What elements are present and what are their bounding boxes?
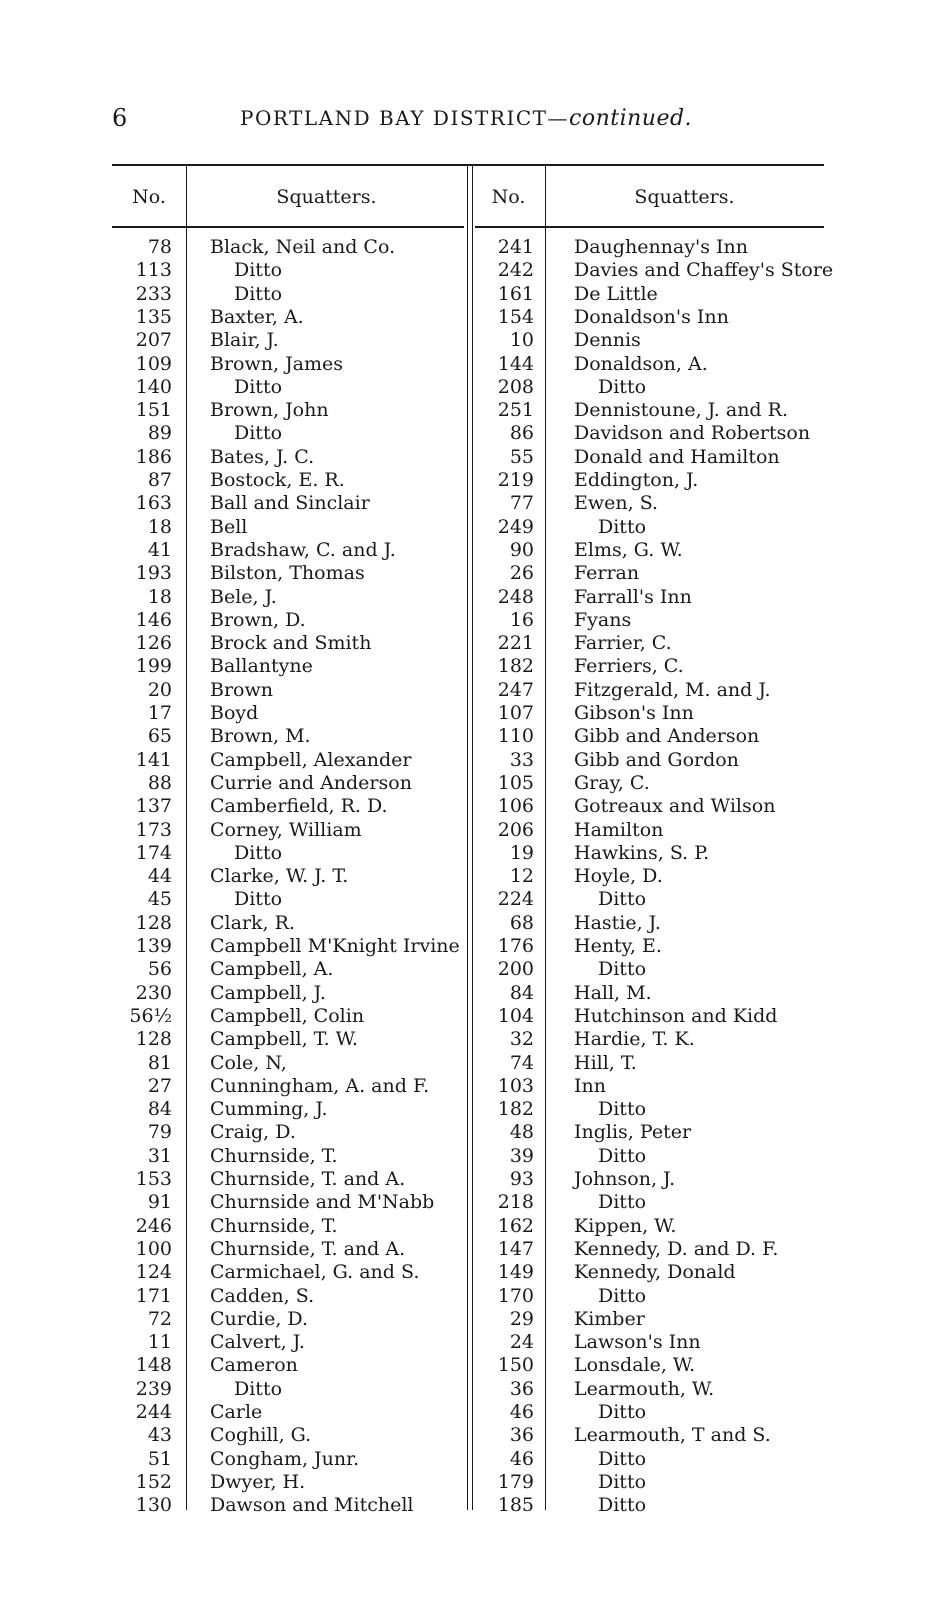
col-header-squatters-right: Squatters. xyxy=(634,186,735,208)
entry-number-right: 104 xyxy=(497,1004,534,1027)
squatter-name-left: Bilston, Thomas xyxy=(210,562,365,585)
entry-number-right: 208 xyxy=(497,375,534,398)
table-row xyxy=(112,306,824,329)
col-header-no-right: No. xyxy=(491,186,526,208)
squatter-name-right: Inn xyxy=(574,1074,606,1097)
table-row xyxy=(112,749,824,772)
squatter-name-left: Campbell, Colin xyxy=(210,1004,365,1027)
squatter-name-right: Farrier, C. xyxy=(574,632,672,655)
squatter-name-right: Lonsdale, W. xyxy=(574,1354,696,1377)
table-row xyxy=(112,609,824,632)
squatter-name-left: Bele, J. xyxy=(210,585,277,608)
entry-number-right: 218 xyxy=(497,1191,534,1214)
table-row xyxy=(112,1238,824,1261)
entry-number-left: 141 xyxy=(135,748,172,771)
entry-number-left: 109 xyxy=(135,352,172,375)
entry-number-right: 182 xyxy=(497,655,534,678)
table-row xyxy=(112,399,824,422)
entry-number-left: 17 xyxy=(147,702,172,724)
running-title xyxy=(240,106,692,131)
squatter-name-left: Churnside, T. xyxy=(210,1144,338,1167)
header-rule-left xyxy=(112,226,464,228)
squatters-table xyxy=(112,166,834,1517)
squatter-name-left: Churnside, T. xyxy=(210,1214,338,1237)
squatter-name-right: Ewen, S. xyxy=(574,492,659,515)
entry-number-left: 135 xyxy=(135,305,172,328)
entry-number-right: 55 xyxy=(509,445,534,468)
squatter-name-right: Donaldson, A. xyxy=(574,352,708,375)
entry-number-left: 152 xyxy=(135,1470,172,1493)
col-header-no-left: No. xyxy=(132,186,166,208)
entry-number-left: 140 xyxy=(135,375,172,398)
entry-number-right: 84 xyxy=(509,981,534,1004)
squatter-name-left: Clark, R. xyxy=(210,911,295,934)
squatter-name-left: Corney, William xyxy=(210,818,362,841)
entry-number-right: 185 xyxy=(497,1494,534,1517)
table-row xyxy=(112,795,824,818)
squatter-name-right: Gibb and Anderson xyxy=(574,725,760,748)
header-rule-right xyxy=(475,226,824,228)
squatter-name-right: Ditto xyxy=(598,1494,647,1517)
table-row xyxy=(112,679,824,702)
squatter-name-left: Ditto xyxy=(234,888,283,911)
entry-number-right: 19 xyxy=(509,841,534,864)
entry-number-left: 186 xyxy=(135,445,172,468)
entry-number-left: 100 xyxy=(135,1237,172,1260)
squatter-name-right: Hardie, T. K. xyxy=(574,1028,695,1051)
table-row xyxy=(112,353,824,376)
squatter-name-right: Hawkins, S. P. xyxy=(574,841,710,864)
entry-number-left: 72 xyxy=(147,1307,172,1330)
entry-number-left: 18 xyxy=(147,515,172,538)
entry-number-left: 87 xyxy=(147,469,172,491)
squatter-name-right: Inglis, Peter xyxy=(574,1121,692,1144)
entry-number-right: 249 xyxy=(497,515,534,538)
squatter-name-left: Dwyer, H. xyxy=(210,1470,306,1493)
entry-number-left: 128 xyxy=(135,1028,172,1051)
entry-number-left: 146 xyxy=(135,608,172,631)
table-row xyxy=(112,1308,824,1331)
squatter-name-left: Churnside, T. and A. xyxy=(210,1168,406,1190)
table-row xyxy=(112,772,824,795)
squatter-name-right: Ditto xyxy=(598,515,647,538)
squatter-name-right: Ditto xyxy=(598,1098,647,1121)
squatter-name-right: Ditto xyxy=(598,1401,647,1423)
entry-number-left: 128 xyxy=(135,911,172,934)
entry-number-left: 139 xyxy=(135,935,172,957)
table-row xyxy=(112,1168,824,1191)
table-row xyxy=(112,958,824,981)
entry-number-left: 173 xyxy=(135,818,172,841)
entry-number-right: 206 xyxy=(497,818,534,841)
entry-number-right: 224 xyxy=(497,888,534,911)
squatter-name-left: Ditto xyxy=(234,422,283,445)
table-row xyxy=(112,1052,824,1075)
entry-number-left: 174 xyxy=(135,841,172,864)
squatter-name-left: Bostock, E. R. xyxy=(210,469,345,491)
squatter-name-right: De Little xyxy=(574,282,658,305)
entry-number-left: 207 xyxy=(135,329,172,352)
squatter-name-left: Ditto xyxy=(234,841,283,864)
entry-number-left: 43 xyxy=(147,1424,172,1447)
table-row xyxy=(112,888,824,911)
table-row xyxy=(112,1424,824,1447)
entry-number-right: 221 xyxy=(497,632,534,655)
squatter-name-left: Calvert, J. xyxy=(210,1331,305,1354)
table-row xyxy=(112,725,824,748)
table-row xyxy=(112,1401,824,1424)
table-row xyxy=(112,842,824,865)
table-row xyxy=(112,1005,824,1028)
entry-number-right: 12 xyxy=(509,865,534,888)
entry-number-right: 29 xyxy=(509,1307,534,1330)
table-row xyxy=(112,1331,824,1354)
table-row xyxy=(112,236,824,259)
entry-number-right: 33 xyxy=(509,748,534,771)
squatter-name-left: Brown, John xyxy=(210,399,329,422)
squatter-name-left: Cadden, S. xyxy=(210,1284,315,1307)
table-row xyxy=(112,1448,824,1471)
table-row xyxy=(112,865,824,888)
entry-number-left: 153 xyxy=(135,1168,172,1190)
entry-number-right: 149 xyxy=(497,1261,534,1284)
page-header xyxy=(112,104,824,138)
table-row xyxy=(112,982,824,1005)
entry-number-right: 16 xyxy=(509,608,534,631)
squatter-name-right: Davidson and Robertson xyxy=(574,422,811,445)
entry-number-left: 56½ xyxy=(129,1004,172,1027)
entry-number-left: 171 xyxy=(135,1284,172,1307)
entry-number-left: 244 xyxy=(135,1401,172,1423)
entry-number-right: 251 xyxy=(497,399,534,422)
squatter-name-right: Kennedy, D. and D. F. xyxy=(574,1237,779,1260)
entry-number-right: 248 xyxy=(497,585,534,608)
squatter-name-right: Gray, C. xyxy=(574,771,650,794)
table-row xyxy=(112,1494,824,1517)
squatter-name-left: Churnside, T. and A. xyxy=(210,1237,406,1260)
squatter-name-left: Ball and Sinclair xyxy=(210,492,370,515)
entry-number-left: 18 xyxy=(147,585,172,608)
table-row xyxy=(112,1471,824,1494)
squatter-name-left: Clarke, W. J. T. xyxy=(210,865,349,888)
running-title-suffix: continued. xyxy=(569,106,693,131)
table-row xyxy=(112,655,824,678)
entry-number-left: 89 xyxy=(147,422,172,445)
squatter-name-left: Coghill, G. xyxy=(210,1424,312,1447)
entry-number-left: 45 xyxy=(147,888,172,911)
squatter-name-right: Johnson, J. xyxy=(574,1168,676,1190)
squatter-name-left: Campbell, T. W. xyxy=(210,1028,358,1051)
squatter-name-right: Kimber xyxy=(574,1307,645,1330)
squatter-name-right: Gibson's Inn xyxy=(574,702,694,724)
entry-number-left: 11 xyxy=(147,1331,172,1354)
entry-number-right: 39 xyxy=(509,1144,534,1167)
squatter-name-left: Brock and Smith xyxy=(210,632,372,655)
squatter-name-left: Baxter, A. xyxy=(210,305,304,328)
entry-number-right: 147 xyxy=(497,1237,534,1260)
entry-number-left: 20 xyxy=(147,678,172,701)
squatter-name-left: Blair, J. xyxy=(210,329,279,352)
squatter-name-right: Kippen, W. xyxy=(574,1214,677,1237)
entry-number-right: 77 xyxy=(509,492,534,515)
squatter-name-right: Hastie, J. xyxy=(574,911,661,934)
table-row xyxy=(112,1354,824,1377)
squatter-name-left: Black, Neil and Co. xyxy=(210,236,396,258)
table-row xyxy=(112,376,824,399)
table-row xyxy=(112,422,824,445)
squatter-name-left: Cameron xyxy=(210,1354,298,1377)
table-row xyxy=(112,329,824,352)
entry-number-left: 126 xyxy=(135,632,172,655)
table-row xyxy=(112,935,824,958)
entry-number-right: 107 xyxy=(497,702,534,724)
entry-number-left: 163 xyxy=(135,492,172,515)
squatter-name-left: Carle xyxy=(210,1401,263,1423)
entry-number-left: 91 xyxy=(147,1191,172,1214)
squatter-name-left: Ditto xyxy=(234,1377,283,1400)
entry-number-right: 103 xyxy=(497,1074,534,1097)
entry-number-left: 88 xyxy=(147,771,172,794)
entry-number-left: 230 xyxy=(135,981,172,1004)
entry-number-left: 27 xyxy=(147,1074,172,1097)
squatter-name-left: Cumming, J. xyxy=(210,1098,328,1121)
entry-number-right: 24 xyxy=(509,1331,534,1354)
entry-number-right: 68 xyxy=(509,911,534,934)
entry-number-right: 74 xyxy=(509,1051,534,1074)
squatter-name-left: Bell xyxy=(210,515,248,538)
table-row xyxy=(112,702,824,725)
squatter-name-right: Ditto xyxy=(598,958,647,981)
squatter-name-left: Bates, J. C. xyxy=(210,445,315,468)
entry-number-right: 219 xyxy=(497,469,534,491)
squatter-name-right: Davies and Chaffey's Store xyxy=(574,259,834,282)
squatter-name-left: Brown, D. xyxy=(210,608,306,631)
table-row xyxy=(112,1191,824,1214)
squatter-name-right: Gibb and Gordon xyxy=(574,748,739,771)
squatter-name-right: Hutchinson and Kidd xyxy=(574,1004,778,1027)
squatter-name-left: Ditto xyxy=(234,375,283,398)
entry-number-right: 46 xyxy=(509,1401,534,1423)
squatter-name-left: Dawson and Mitchell xyxy=(210,1494,414,1517)
running-title-main: PORTLAND BAY DISTRICT— xyxy=(240,106,569,130)
squatter-name-left: Currie and Anderson xyxy=(210,771,412,794)
squatter-name-right: Kennedy, Donald xyxy=(574,1261,736,1284)
table-row xyxy=(112,1098,824,1121)
squatter-name-left: Boyd xyxy=(210,702,259,724)
table-row xyxy=(112,1145,824,1168)
table-row xyxy=(112,1075,824,1098)
col-header-squatters-left: Squatters. xyxy=(276,186,377,208)
squatter-name-right: Learmouth, T and S. xyxy=(574,1424,771,1447)
entry-number-left: 84 xyxy=(147,1098,172,1121)
squatter-name-right: Donald and Hamilton xyxy=(574,445,780,468)
squatter-name-right: Ditto xyxy=(598,1191,647,1214)
squatter-name-right: Ditto xyxy=(598,1447,647,1470)
table-row xyxy=(112,1285,824,1308)
squatter-name-left: Campbell, A. xyxy=(210,958,334,981)
entry-number-right: 176 xyxy=(497,935,534,957)
entry-number-left: 130 xyxy=(135,1494,172,1517)
squatter-name-left: Campbell, Alexander xyxy=(210,748,412,771)
squatter-name-right: Henty, E. xyxy=(574,935,662,957)
squatter-name-right: Eddington, J. xyxy=(574,469,699,491)
entry-number-left: 31 xyxy=(147,1144,172,1167)
table-row xyxy=(112,492,824,515)
entry-number-left: 246 xyxy=(135,1214,172,1237)
squatter-name-right: Fitzgerald, M. and J. xyxy=(574,678,771,701)
squatter-name-right: Hill, T. xyxy=(574,1051,637,1074)
squatter-name-right: Ditto xyxy=(598,1470,647,1493)
entry-number-right: 179 xyxy=(497,1470,534,1493)
table-row xyxy=(112,562,824,585)
squatter-name-left: Brown, M. xyxy=(210,725,311,748)
squatter-name-left: Bradshaw, C. and J. xyxy=(210,538,396,561)
squatter-name-left: Carmichael, G. and S. xyxy=(210,1261,420,1284)
table-row xyxy=(112,516,824,539)
table-row xyxy=(112,259,834,282)
squatter-name-left: Cole, N, xyxy=(210,1051,287,1074)
entry-number-right: 247 xyxy=(497,678,534,701)
squatter-name-left: Ditto xyxy=(234,282,283,305)
squatter-name-right: Hoyle, D. xyxy=(574,865,663,888)
entry-number-left: 44 xyxy=(147,865,172,888)
squatter-name-right: Ferriers, C. xyxy=(574,655,684,678)
entry-number-left: 148 xyxy=(135,1354,172,1377)
entry-number-left: 81 xyxy=(147,1051,172,1074)
entry-number-right: 170 xyxy=(497,1284,534,1307)
entry-number-right: 90 xyxy=(509,538,534,561)
squatter-name-right: Farrall's Inn xyxy=(574,585,692,608)
entry-number-left: 78 xyxy=(147,236,172,258)
entry-number-right: 144 xyxy=(497,352,534,375)
table-row xyxy=(112,1261,824,1284)
squatter-name-right: Ditto xyxy=(598,375,647,398)
squatter-name-left: Brown xyxy=(210,678,273,701)
entry-number-right: 48 xyxy=(509,1121,534,1144)
entry-number-right: 46 xyxy=(509,1447,534,1470)
entry-number-right: 200 xyxy=(497,958,534,981)
table-row xyxy=(112,469,824,492)
squatter-name-right: Elms, G. W. xyxy=(574,538,683,561)
squatter-name-left: Campbell M'Knight Irvine xyxy=(210,935,460,957)
table-row xyxy=(112,446,824,469)
squatter-name-right: Daughennay's Inn xyxy=(574,236,748,258)
entry-number-right: 241 xyxy=(497,236,534,258)
entry-number-right: 36 xyxy=(509,1377,534,1400)
squatter-name-left: Campbell, J. xyxy=(210,981,326,1004)
entry-number-left: 56 xyxy=(147,958,172,981)
entry-number-left: 199 xyxy=(135,655,172,678)
squatter-name-left: Camberfield, R. D. xyxy=(210,795,388,818)
entry-number-right: 26 xyxy=(509,562,534,585)
squatter-name-left: Ditto xyxy=(234,259,283,282)
entry-number-right: 242 xyxy=(497,259,534,282)
table-row xyxy=(112,1215,824,1238)
entry-number-left: 41 xyxy=(147,538,172,561)
entry-number-left: 79 xyxy=(147,1121,172,1144)
entry-number-right: 86 xyxy=(509,422,534,445)
page-number: 6 xyxy=(112,104,128,132)
entry-number-right: 105 xyxy=(497,771,534,794)
squatter-name-right: Donaldson's Inn xyxy=(574,305,729,328)
entry-number-right: 162 xyxy=(497,1214,534,1237)
entry-number-left: 65 xyxy=(147,725,172,748)
squatter-name-right: Ditto xyxy=(598,888,647,911)
squatter-name-left: Churnside and M'Nabb xyxy=(210,1191,435,1214)
squatter-name-left: Craig, D. xyxy=(210,1121,296,1144)
table-row xyxy=(112,539,824,562)
squatter-name-left: Brown, James xyxy=(210,352,344,375)
table-row xyxy=(112,632,824,655)
entry-number-right: 93 xyxy=(509,1168,534,1190)
squatter-name-right: Hamilton xyxy=(574,818,664,841)
table-row xyxy=(112,1121,824,1144)
squatter-name-right: Learmouth, W. xyxy=(574,1377,715,1400)
squatter-name-left: Ballantyne xyxy=(210,655,313,678)
table-row xyxy=(112,912,824,935)
entry-number-right: 110 xyxy=(497,725,534,748)
entry-number-right: 150 xyxy=(497,1354,534,1377)
squatter-name-left: Curdie, D. xyxy=(210,1307,309,1330)
squatter-name-left: Congham, Junr. xyxy=(210,1447,360,1470)
entry-number-left: 137 xyxy=(135,795,172,818)
table-row xyxy=(112,819,824,842)
squatter-name-right: Ferran xyxy=(574,562,640,585)
table-row xyxy=(112,586,824,609)
squatter-name-right: Ditto xyxy=(598,1284,647,1307)
squatter-name-right: Fyans xyxy=(574,608,632,631)
squatter-name-right: Dennistoune, J. and R. xyxy=(574,399,788,422)
table-row xyxy=(112,283,824,306)
entry-number-right: 10 xyxy=(509,329,534,352)
squatter-name-right: Dennis xyxy=(574,329,641,352)
entry-number-left: 51 xyxy=(147,1447,172,1470)
table-row xyxy=(112,1028,824,1051)
entry-number-left: 113 xyxy=(135,259,172,282)
entry-number-left: 239 xyxy=(135,1377,172,1400)
squatter-name-right: Lawson's Inn xyxy=(574,1331,701,1354)
squatter-name-right: Gotreaux and Wilson xyxy=(574,795,776,818)
squatter-name-right: Ditto xyxy=(598,1144,647,1167)
entry-number-left: 193 xyxy=(135,562,172,585)
entry-number-right: 182 xyxy=(497,1098,534,1121)
entry-number-right: 36 xyxy=(509,1424,534,1447)
squatter-name-left: Cunningham, A. and F. xyxy=(210,1074,430,1097)
entry-number-right: 32 xyxy=(509,1028,534,1051)
entry-number-left: 151 xyxy=(135,399,172,422)
entry-number-left: 233 xyxy=(135,282,172,305)
squatter-name-right: Hall, M. xyxy=(574,981,652,1004)
entry-number-left: 124 xyxy=(135,1261,172,1284)
entry-number-right: 154 xyxy=(497,305,534,328)
entry-number-right: 106 xyxy=(497,795,534,818)
table-row xyxy=(112,1378,824,1401)
entry-number-right: 161 xyxy=(497,282,534,305)
